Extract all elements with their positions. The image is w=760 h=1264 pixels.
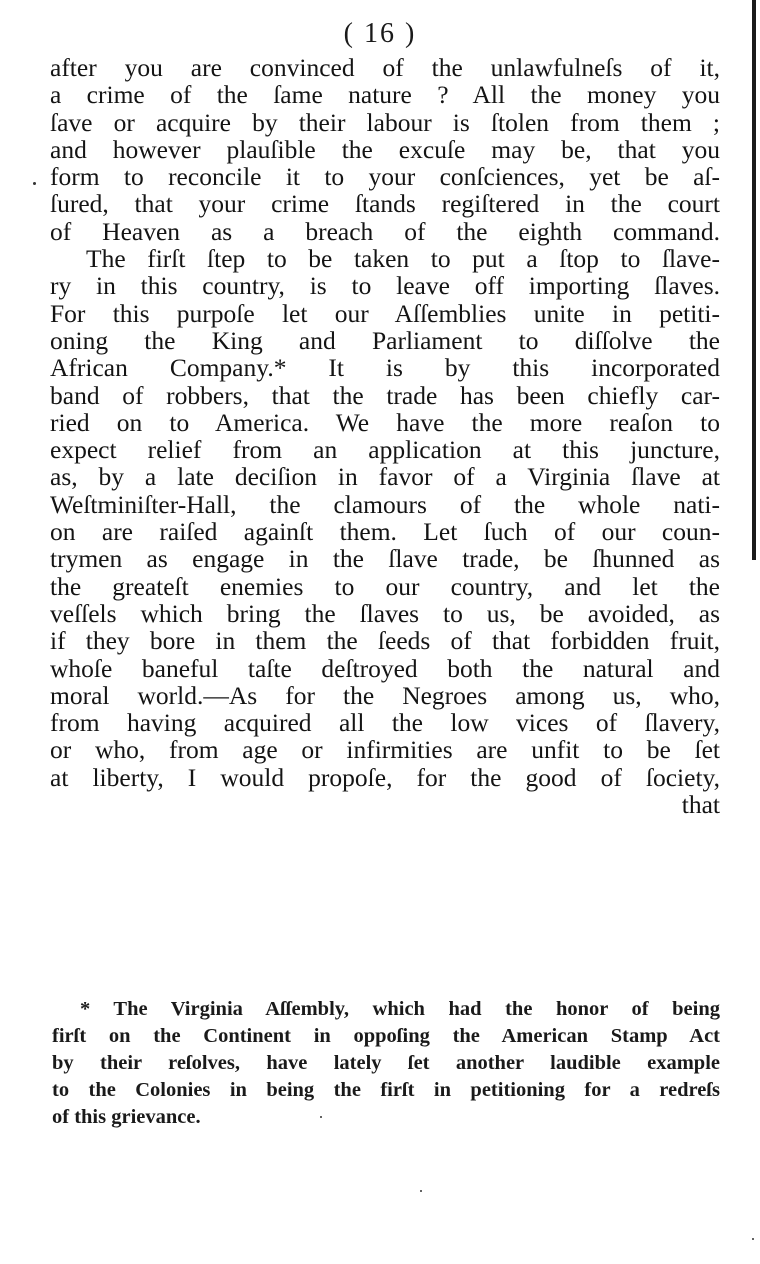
footnote-line: * The Virginia Aſſembly, which had the honor of being (80, 998, 720, 1020)
print-speck (752, 1238, 754, 1240)
page-edge-line (752, 0, 756, 560)
print-speck (33, 182, 36, 185)
footnote-line: to the Colonies in being the firſt in petitioning for a redreſs (52, 1079, 720, 1101)
text-line: a crime of the ſame nature ? All the money you (50, 80, 720, 110)
text-line: at liberty, I would propoſe, for the good of ſociety, (50, 762, 720, 792)
text-line: ſured, that your crime ſtands regiſtered in the court (50, 189, 720, 219)
text-line: African Company.* It is by this incorporated (50, 353, 720, 383)
footnote-line: by their reſolves, have lately ſet another laudible example (52, 1052, 720, 1074)
text-line: or who, from age or infirmities are unfit to be ſet (50, 735, 720, 765)
text-line: whoſe baneful taſte deſtroyed both the natural and (50, 653, 720, 683)
text-line: band of robbers, that the trade has been chiefly car- (50, 380, 720, 410)
catchword: that (681, 790, 720, 820)
footnote-line: of this grievance. (52, 1106, 201, 1128)
footnote (52, 996, 720, 1131)
text-line: ried on to America. We have the more reaſon to (50, 407, 720, 437)
print-speck (420, 1190, 422, 1192)
text-line: expect relief from an application at this juncture, (50, 435, 720, 465)
text-line: ry in this country, is to leave off importing ſlaves. (50, 271, 720, 301)
text-line: The firſt ſtep to be taken to put a ſtop to ſlave- (86, 244, 720, 274)
text-line: ſave or acquire by their labour is ſtolen from them ; (50, 107, 720, 137)
text-line: oning the King and Parliament to diſſolve the (50, 325, 720, 355)
body-text (50, 54, 720, 818)
text-line: form to reconcile it to your conſciences, yet be aſ- (50, 162, 720, 192)
text-line: after you are convinced of the unlawfulneſs of it, (50, 53, 720, 82)
text-line: from having acquired all the low vices of ſlavery, (50, 708, 720, 738)
text-line: of Heaven as a breach of the eighth command. (50, 216, 720, 246)
text-line: For this purpoſe let our Aſſemblies unite in petiti- (50, 298, 720, 328)
page-number: ( 16 ) (343, 18, 417, 49)
footnote-line: firſt on the Continent in oppoſing the American Stamp Act (52, 1025, 720, 1047)
text-line: on are raiſed againſt them. Let ſuch of our coun- (50, 517, 720, 547)
text-line: Weſtminiſter-Hall, the clamours of the whole nati- (50, 489, 720, 519)
text-line: moral world.—As for the Negroes among us, who, (50, 680, 720, 710)
text-line: trymen as engage in the ſlave trade, be ſhunned as (50, 544, 720, 574)
print-speck (320, 1116, 322, 1118)
text-line: the greateſt enemies to our country, and let the (50, 571, 720, 601)
text-line: as, by a late deciſion in favor of a Virginia ſlave at (50, 462, 720, 492)
text-line: and however plauſible the excuſe may be, that you (50, 134, 720, 164)
text-line: veſſels which bring the ſlaves to us, be avoided, as (50, 598, 720, 628)
text-line: if they bore in them the ſeeds of that forbidden fruit, (50, 626, 720, 656)
